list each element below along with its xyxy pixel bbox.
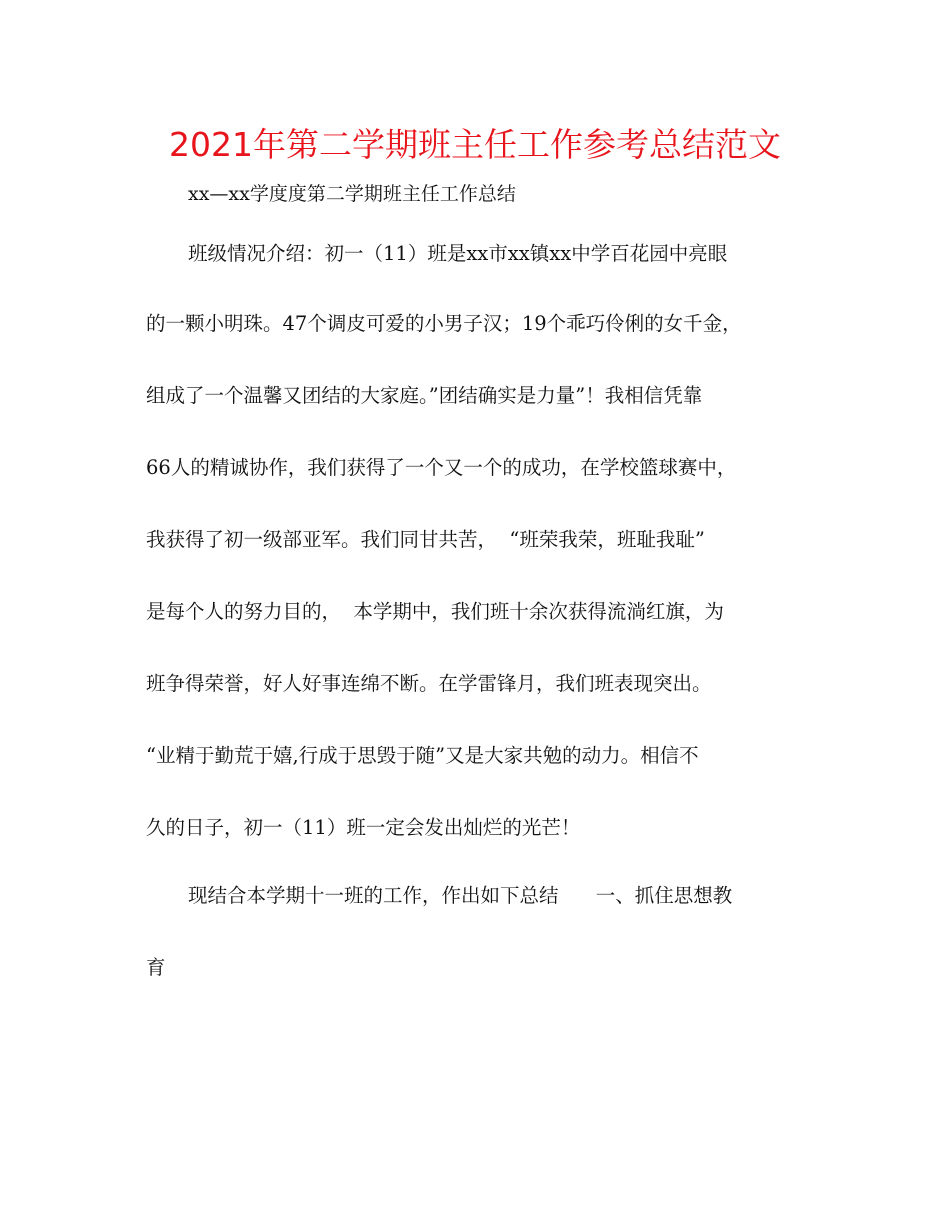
paragraph-line: 我获得了初一级部亚军。我们同甘共苦， “班荣我荣，班耻我耻” — [146, 528, 705, 551]
paragraph-line: 育 — [146, 956, 166, 979]
document-title: 2021年第二学期班主任工作参考总结范文 — [169, 125, 781, 164]
paragraph-line: 现结合本学期十一班的工作，作出如下总结 一、抓住思想教 — [188, 884, 733, 907]
paragraph-line: 久的日子，初一（11）班一定会发出灿烂的光芒！ — [146, 816, 581, 839]
paragraph-line: 班争得荣誉，好人好事连绵不断。在学雷锋月，我们班表现突出。 — [146, 672, 712, 695]
paragraph-line: 是每个人的努力目的， 本学期中，我们班十余次获得流淌红旗，为 — [146, 600, 724, 623]
document-subtitle: xx—xx学度度第二学期班主任工作总结 — [188, 183, 516, 205]
paragraph-line: 组成了一个温馨又团结的大家庭。”团结确实是力量”！我相信凭靠 — [146, 384, 703, 407]
paragraph-line: 66人的精诚协作，我们获得了一个又一个的成功，在学校篮球赛中， — [146, 456, 737, 479]
paragraph-line: “业精于勤荒于嬉,行成于思毁于随”又是大家共勉的动力。相信不 — [146, 744, 699, 767]
paragraph-line: 的一颗小明珠。47个调皮可爱的小男子汉；19个乖巧伶俐的女千金， — [146, 312, 742, 335]
paragraph-line: 班级情况介绍：初一（11）班是xx市xx镇xx中学百花园中亮眼 — [188, 242, 728, 265]
